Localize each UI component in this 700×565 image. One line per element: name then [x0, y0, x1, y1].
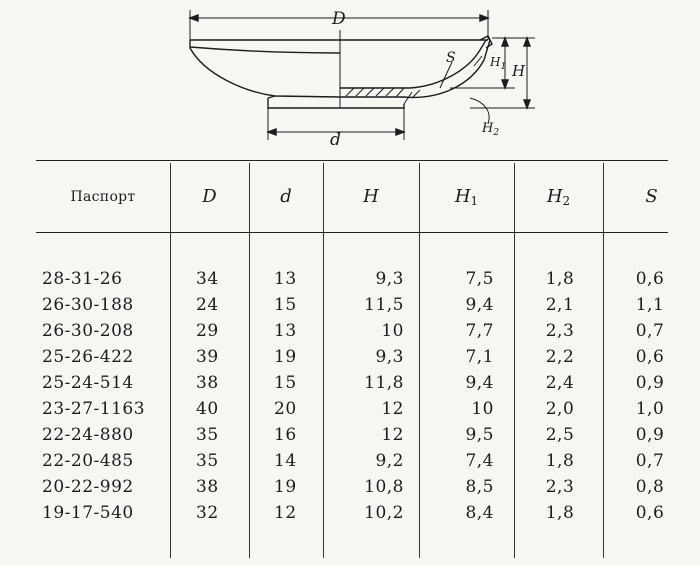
cell-d: 19: [274, 347, 297, 367]
bowl-inner-section: [340, 40, 486, 88]
cell-d: 19: [274, 477, 297, 497]
cell-D: 39: [196, 347, 219, 367]
table-row: [0, 396, 700, 422]
cell-H: 10: [381, 321, 404, 341]
cell-D: 38: [196, 477, 219, 497]
table-row: [0, 292, 700, 318]
cell-H: 12: [381, 425, 404, 445]
cell-H1: 9,5: [465, 425, 494, 445]
cell-D: 35: [196, 451, 219, 471]
cell-S: 1,1: [635, 295, 665, 315]
cell-H2: 1,8: [545, 503, 575, 523]
cell-H: 12: [381, 399, 404, 419]
label-S: S: [446, 50, 456, 66]
label-d: d: [330, 130, 341, 150]
cell-d: 20: [274, 399, 297, 419]
cell-H1: 7,7: [465, 321, 494, 341]
cell-passport: 26-30-208: [42, 321, 134, 341]
cell-H2: 1,8: [545, 451, 575, 471]
table-row: [0, 474, 700, 500]
cell-D: 40: [196, 399, 219, 419]
table-row: [0, 318, 700, 344]
cell-H1: 8,5: [465, 477, 494, 497]
table-row: [0, 422, 700, 448]
cell-passport: 22-20-485: [42, 451, 134, 471]
table-row: [0, 344, 700, 370]
cell-passport: 25-26-422: [42, 347, 134, 367]
cell-H: 9,3: [375, 269, 404, 289]
cell-H: 10,8: [364, 477, 404, 497]
cell-S: 1,0: [635, 399, 665, 419]
cell-H: 11,5: [364, 295, 404, 315]
cell-d: 12: [274, 503, 297, 523]
cell-H1: 7,5: [465, 269, 494, 289]
cell-H2: 2,3: [545, 477, 575, 497]
table-row: [0, 500, 700, 526]
cell-passport: 28-31-26: [42, 269, 123, 289]
cell-H1: 8,4: [465, 503, 494, 523]
cell-H2: 2,3: [545, 321, 575, 341]
label-H: H: [512, 62, 526, 80]
table-row: [0, 448, 700, 474]
cell-passport: 26-30-188: [42, 295, 134, 315]
label-H2: $H_2$: [482, 121, 500, 138]
cell-H2: 2,4: [545, 373, 575, 393]
cell-D: 35: [196, 425, 219, 445]
label-H1: $H_1$: [490, 55, 507, 72]
bowl-drawing: [0, 0, 700, 150]
cell-H: 9,2: [375, 451, 404, 471]
cell-S: 0,6: [635, 347, 665, 367]
cell-passport: 25-24-514: [42, 373, 134, 393]
cell-H1: 9,4: [465, 373, 494, 393]
cell-D: 38: [196, 373, 219, 393]
header-D: D: [202, 186, 217, 207]
table-header-rule: [36, 232, 668, 233]
header-d: d: [280, 186, 292, 207]
cell-H: 11,8: [364, 373, 404, 393]
cell-S: 0,9: [635, 373, 665, 393]
cell-H2: 2,2: [545, 347, 575, 367]
table-body: [0, 266, 700, 526]
cell-d: 15: [274, 373, 297, 393]
cell-H1: 10: [471, 399, 494, 419]
cell-D: 29: [196, 321, 219, 341]
cell-S: 0,7: [635, 451, 665, 471]
cell-passport: 20-22-992: [42, 477, 134, 497]
header-H1: $H_1$: [454, 186, 479, 208]
cell-S: 0,6: [635, 269, 665, 289]
cell-d: 16: [274, 425, 297, 445]
table-row: [0, 370, 700, 396]
label-D: D: [332, 9, 346, 29]
cell-H2: 1,8: [545, 269, 575, 289]
cell-S: 0,9: [635, 425, 665, 445]
bowl-foot: [268, 98, 404, 108]
cell-d: 15: [274, 295, 297, 315]
cell-d: 14: [274, 451, 297, 471]
cell-passport: 19-17-540: [42, 503, 134, 523]
header-passport: Паспорт: [70, 189, 136, 205]
table-row: [0, 266, 700, 292]
cell-D: 24: [196, 295, 219, 315]
header-H: H: [363, 186, 379, 207]
cell-passport: 22-24-880: [42, 425, 134, 445]
cell-H2: 2,5: [545, 425, 575, 445]
table-top-rule: [36, 160, 668, 161]
cell-D: 34: [196, 269, 219, 289]
cell-H1: 7,1: [465, 347, 494, 367]
bowl-outer-section: [340, 40, 490, 97]
cell-passport: 23-27-1163: [42, 399, 146, 419]
cell-H1: 7,4: [465, 451, 494, 471]
cell-d: 13: [274, 321, 297, 341]
cell-d: 13: [274, 269, 297, 289]
cell-H: 10,2: [364, 503, 404, 523]
cell-S: 0,7: [635, 321, 665, 341]
cell-H: 9,3: [375, 347, 404, 367]
bowl-inner-rim: [190, 47, 340, 53]
cell-S: 0,6: [635, 503, 665, 523]
header-S: S: [645, 186, 658, 207]
cell-D: 32: [196, 503, 219, 523]
cell-S: 0,8: [635, 477, 665, 497]
cell-H2: 2,0: [545, 399, 575, 419]
cell-H2: 2,1: [545, 295, 575, 315]
header-H2: $H_2$: [546, 186, 571, 208]
cell-H1: 9,4: [465, 295, 494, 315]
